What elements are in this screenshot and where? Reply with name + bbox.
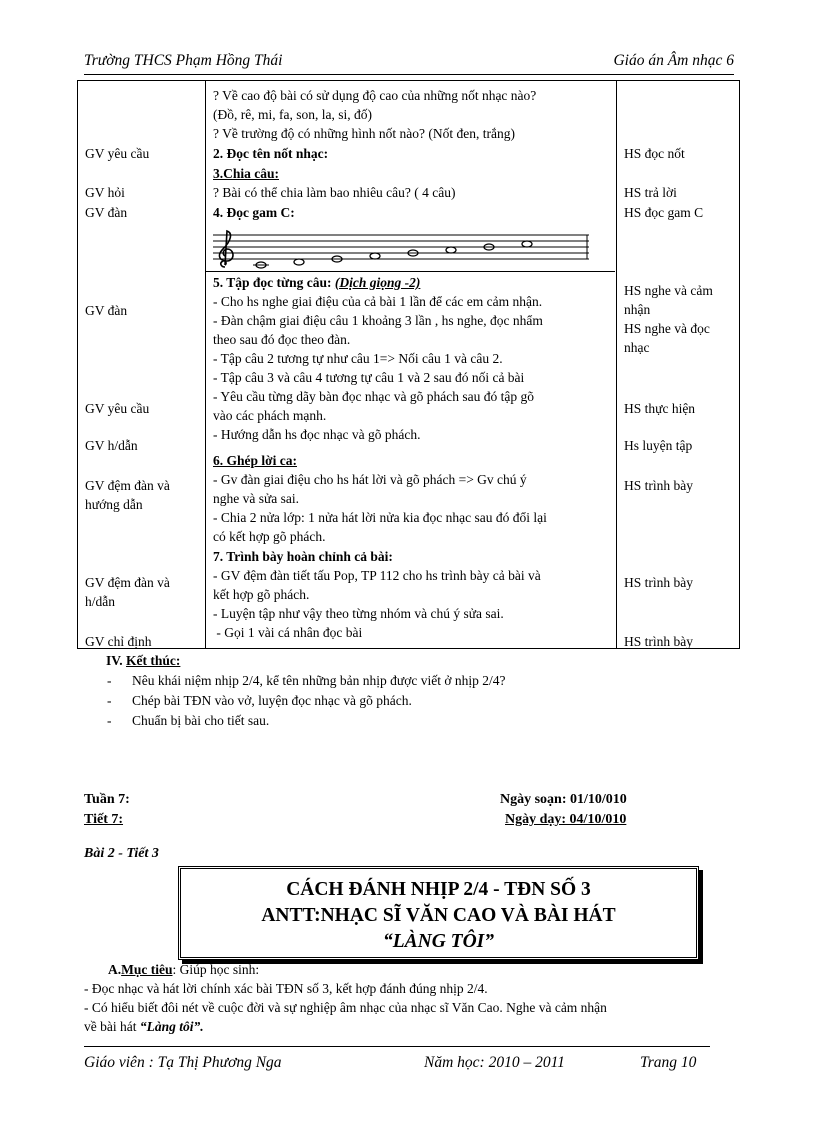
school-year: Năm học: 2010 – 2011 bbox=[424, 1054, 565, 1071]
step-text: ? Bài có thể chia làm bao nhiêu câu? ( 4 câu) bbox=[213, 185, 456, 200]
list-item: - Chuẩn bị bài cho tiết sau. bbox=[106, 711, 666, 731]
column-divider bbox=[616, 81, 617, 648]
school-name: Trường THCS Phạm Hồng Thái bbox=[84, 52, 283, 69]
section-line: - Yêu cầu từng dãy bàn đọc nhạc và gõ phách sau đó tập gõ bbox=[213, 389, 534, 404]
teacher-cell: GV đệm đàn và h/dẫn bbox=[85, 575, 170, 609]
intro-line: ? Về trường độ có những hình nốt nào? (Nốt đen, trắng) bbox=[213, 126, 515, 141]
list-item: - Chép bài TĐN vào vở, luyện đọc nhạc và gõ phách. bbox=[106, 691, 666, 711]
section-6 bbox=[213, 451, 611, 546]
student-cell: Hs luyện tập bbox=[624, 438, 693, 453]
goal-line: - Đọc nhạc và hát lời chính xác bài TĐN số 3, kết hợp đánh đúng nhịp 2/4. bbox=[84, 981, 488, 996]
teacher-cell: GV hỏi bbox=[85, 185, 125, 200]
goal-line: về bài hát “Làng tôi”. bbox=[84, 1019, 204, 1034]
step-heading: 2. Đọc tên nốt nhạc: bbox=[213, 146, 329, 161]
section-line: - Gv đàn giai điệu cho hs hát lời và gõ phách => Gv chú ý bbox=[213, 472, 527, 487]
student-cell: HS trả lời bbox=[624, 185, 677, 200]
section-line: có kết hợp gõ phách. bbox=[213, 529, 326, 544]
c-major-scale-staff bbox=[213, 229, 589, 269]
teacher-name: Giáo viên : Tạ Thị Phương Nga bbox=[84, 1054, 282, 1071]
student-cell: HS thực hiện bbox=[624, 401, 696, 416]
page-number: Trang 10 bbox=[640, 1054, 697, 1071]
list-item: - Nêu khái niệm nhịp 2/4, kể tên những bản nhịp được viết ở nhịp 2/4? bbox=[106, 671, 666, 691]
ending-heading: IV. Kết thúc: bbox=[106, 653, 181, 668]
intro-line: ? Về cao độ bài có sử dụng độ cao của những nốt nhạc nào? bbox=[213, 88, 537, 103]
section-line: - Tập câu 2 tương tự như câu 1=> Nối câu 1 và câu 2. bbox=[213, 351, 503, 366]
intro-lines bbox=[213, 86, 611, 143]
treble-clef-icon bbox=[220, 231, 233, 267]
page-footer bbox=[84, 1046, 710, 1077]
teacher-cell: GV đàn bbox=[85, 303, 128, 318]
student-cell: HS đọc gam C bbox=[624, 205, 704, 220]
prepared-date: Ngày soạn: 01/10/010 bbox=[500, 792, 627, 807]
step-heading: 3.Chia câu: bbox=[213, 166, 280, 181]
section-line: - Gọi 1 vài cá nhân đọc bài bbox=[213, 625, 363, 640]
student-cell: HS trình bày bbox=[624, 575, 693, 590]
student-cell: HS đọc nốt bbox=[624, 146, 685, 161]
section-5-heading: 5. Tập đọc từng câu: (Dịch giọng -2) bbox=[213, 275, 421, 290]
section-7 bbox=[213, 547, 611, 642]
student-cell: HS trình bày bbox=[624, 478, 693, 493]
goals-heading: A.Mục tiêu: Giúp học sinh: bbox=[108, 962, 260, 977]
student-cell: HS trình bày bbox=[624, 634, 693, 649]
section-7-heading: 7. Trình bày hoàn chỉnh cả bài: bbox=[213, 549, 393, 564]
section-line: - Đàn chậm giai điệu câu 1 khoảng 3 lần , hs nghe, đọc nhẩm bbox=[213, 313, 543, 328]
goals-section bbox=[84, 960, 734, 1036]
section-6-heading: 6. Ghép lời ca: bbox=[213, 453, 297, 468]
row-divider bbox=[206, 271, 615, 272]
section-line: - Chia 2 nửa lớp: 1 nửa hát lời nửa kia đọc nhạc sau đó đổi lại bbox=[213, 510, 547, 525]
section-line: - Cho hs nghe giai điệu của cả bài 1 lần để các em cảm nhận. bbox=[213, 294, 543, 309]
section-5 bbox=[213, 273, 611, 444]
section-line: - Hướng dẫn hs đọc nhạc và gõ phách. bbox=[213, 427, 421, 442]
section-line: - GV đệm đàn tiết tấu Pop, TP 112 cho hs trình bày cả bài và bbox=[213, 568, 541, 583]
step-heading: 4. Đọc gam C: bbox=[213, 205, 295, 220]
column-divider bbox=[205, 81, 206, 648]
lesson-label: Bài 2 - Tiết 3 bbox=[84, 846, 159, 861]
section-line: - Tập câu 3 và câu 4 tương tự câu 1 và 2 sau đó nối cả bài bbox=[213, 370, 525, 385]
week-label: Tuần 7: bbox=[84, 792, 130, 807]
title-line: ANTT:NHẠC SĨ VĂN CAO VÀ BÀI HÁT bbox=[261, 905, 616, 926]
taught-date: Ngày dạy: 04/10/010 bbox=[505, 812, 627, 827]
title-song: “LÀNG TÔI” bbox=[382, 931, 495, 952]
section-line: theo sau đó đọc theo đàn. bbox=[213, 332, 351, 347]
intro-line: (Đồ, rê, mi, fa, son, la, si, đố) bbox=[213, 107, 372, 122]
section-line: vào các phách mạnh. bbox=[213, 408, 327, 423]
lesson-title-box bbox=[178, 866, 699, 960]
teacher-cell: GV chỉ định bbox=[85, 634, 152, 649]
section-line: kết hợp gõ phách. bbox=[213, 587, 310, 602]
teacher-cell: GV yêu cầu bbox=[85, 146, 150, 161]
period-label: Tiết 7: bbox=[84, 812, 124, 827]
section-line: - Luyện tập như vậy theo từng nhóm và chú ý sửa sai. bbox=[213, 606, 504, 621]
page-header bbox=[84, 50, 734, 75]
ending-section bbox=[106, 651, 666, 731]
student-cell: HS nghe và cảm nhận HS nghe và đọc nhạc bbox=[624, 283, 713, 355]
teacher-cell: GV yêu cầu bbox=[85, 401, 150, 416]
lesson-table bbox=[77, 80, 740, 649]
teacher-cell: GV đệm đàn và hướng dẫn bbox=[85, 478, 170, 512]
subject-name: Giáo án Âm nhạc 6 bbox=[613, 52, 734, 69]
title-line: CÁCH ĐÁNH NHỊP 2/4 - TĐN SỐ 3 bbox=[286, 879, 591, 900]
teacher-cell: GV đàn bbox=[85, 205, 128, 220]
section-line: nghe và sửa sai. bbox=[213, 491, 300, 506]
teacher-cell: GV h/dẫn bbox=[85, 438, 138, 453]
goal-line: - Có hiểu biết đôi nét về cuộc đời và sự nghiệp âm nhạc của nhạc sĩ Văn Cao. Nghe và cảm nhận bbox=[84, 1000, 607, 1015]
